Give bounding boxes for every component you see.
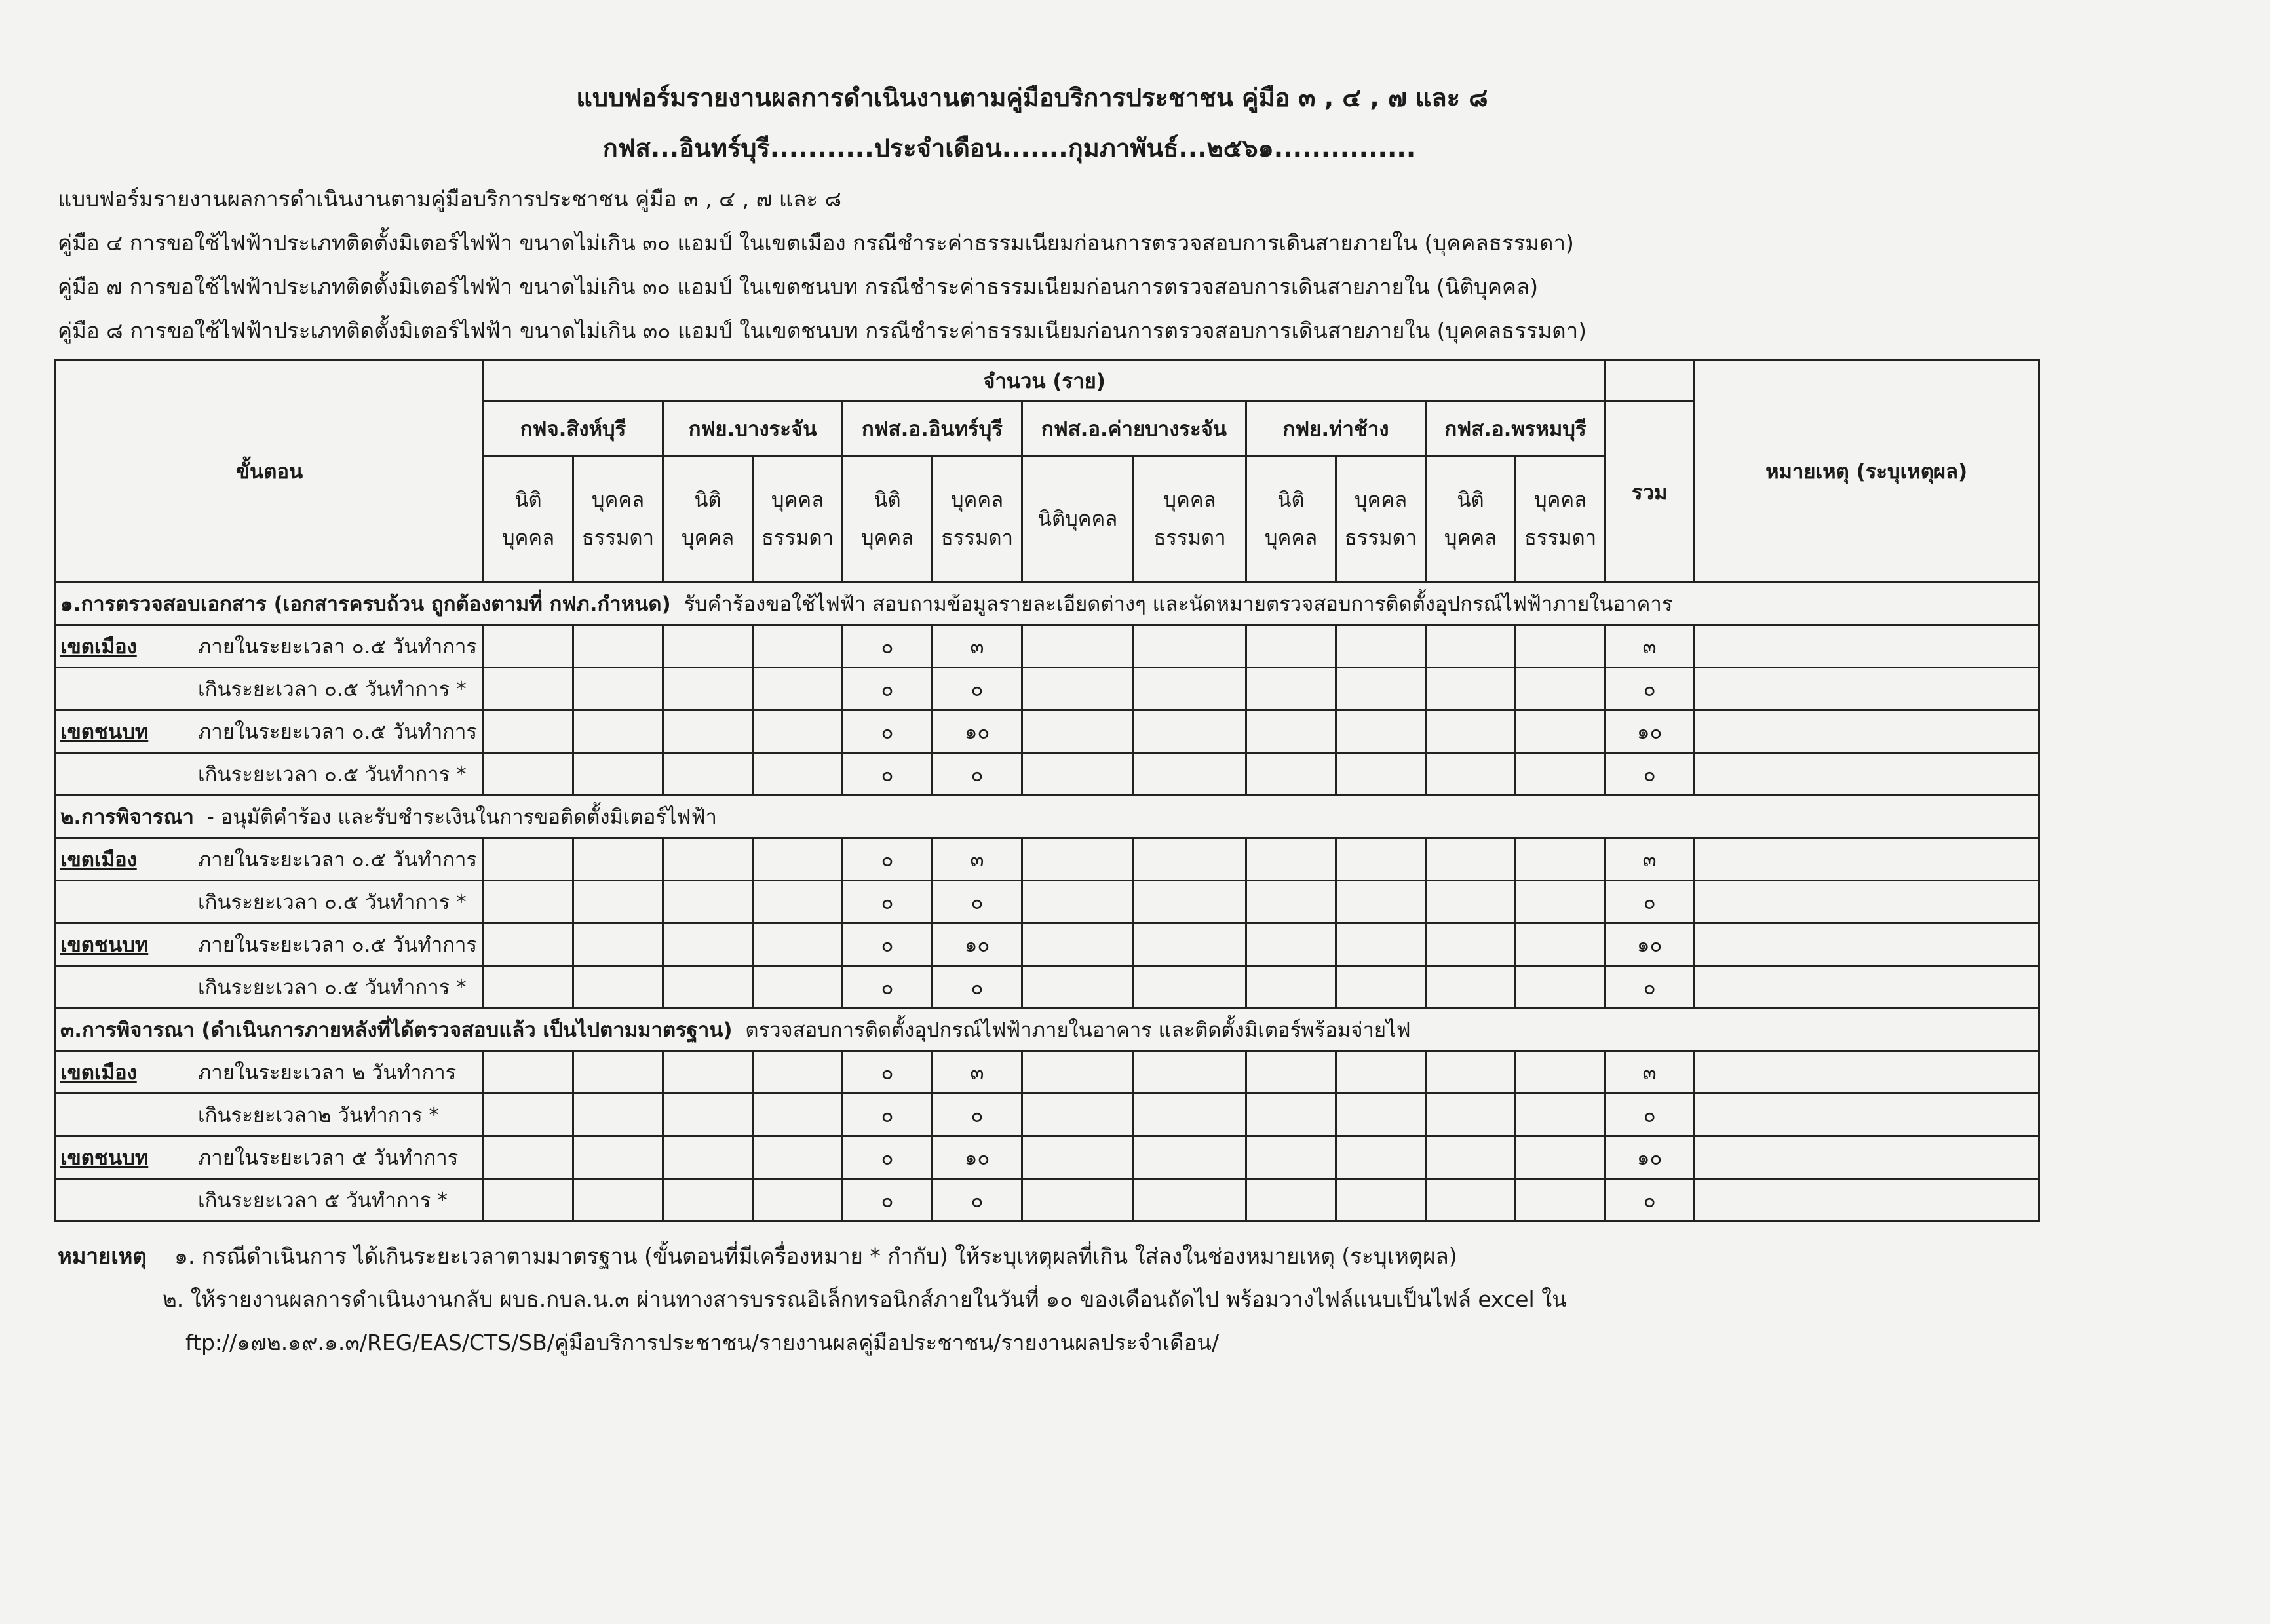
sub-header-line: นิติบุคคล xyxy=(1037,507,1118,531)
count-cell: ๐ xyxy=(933,1179,1022,1222)
step-label: ภายในระยะเวลา ๐.๕ วันทำการ xyxy=(198,720,478,744)
count-cell: ๐ xyxy=(933,1094,1022,1136)
count-cell xyxy=(1336,668,1426,710)
count-cell xyxy=(1246,710,1336,753)
sub-header-line: นิติ xyxy=(1457,488,1484,512)
amount-header: จำนวน (ราย) xyxy=(484,360,1606,402)
count-cell: ๑๐ xyxy=(933,710,1022,753)
count-cell xyxy=(663,1051,753,1094)
count-cell xyxy=(1134,710,1246,753)
count-cell xyxy=(1426,668,1516,710)
intro-line: คู่มือ ๘ การขอใช้ไฟฟ้าประเภทติดตั้งมิเตอร์ไฟฟ้า ขนาดไม่เกิน ๓๐ แอมป์ ในเขตชนบท กรณีชำระค่าธรรมเนียมก่อนการตรวจสอบการเดินสายภายใน (บุคคลธรรมดา) xyxy=(58,318,1587,343)
count-cell xyxy=(663,625,753,668)
count-cell xyxy=(1022,881,1134,923)
step-cell xyxy=(56,710,484,753)
step-cell xyxy=(56,838,484,881)
count-cell: ๐ xyxy=(933,966,1022,1009)
count-cell xyxy=(484,966,573,1009)
count-cell: ๑๐ xyxy=(933,1136,1022,1179)
section-title-rest: - อนุมัติคำร้อง และรับชำระเงินในการขอติดตั้งมิเตอร์ไฟฟ้า xyxy=(193,805,717,829)
total-cell: ๓ xyxy=(1606,838,1694,881)
count-cell xyxy=(573,1179,663,1222)
sub-header-line: ธรรมดา xyxy=(1153,526,1226,550)
count-cell xyxy=(753,668,843,710)
count-cell xyxy=(1336,1136,1426,1179)
count-cell xyxy=(1426,710,1516,753)
count-cell: ๐ xyxy=(933,753,1022,796)
total-cell: ๐ xyxy=(1606,966,1694,1009)
step-label: ภายในระยะเวลา ๐.๕ วันทำการ xyxy=(198,933,478,957)
count-cell xyxy=(1246,1094,1336,1136)
zone-label: เขตเมือง xyxy=(60,1061,137,1085)
sub-header xyxy=(573,456,663,583)
count-cell xyxy=(1336,1051,1426,1094)
count-cell xyxy=(1246,1179,1336,1222)
zone-label: เขตเมือง xyxy=(60,635,137,659)
count-cell xyxy=(1426,625,1516,668)
table-row xyxy=(56,923,2039,966)
count-cell xyxy=(753,625,843,668)
section-row xyxy=(56,796,2039,838)
sub-header-line: ธรรมดา xyxy=(940,526,1014,550)
office-header: กฟส.อ.ค่ายบางระจัน xyxy=(1022,402,1246,456)
step-cell xyxy=(56,1179,484,1222)
count-cell: ๓ xyxy=(933,1051,1022,1094)
total-header: รวม xyxy=(1606,402,1694,583)
count-cell xyxy=(1336,923,1426,966)
note-cell xyxy=(1694,881,2039,923)
count-cell xyxy=(573,1051,663,1094)
section-title xyxy=(56,796,2039,838)
count-cell xyxy=(484,1179,573,1222)
count-cell xyxy=(663,1136,753,1179)
count-cell xyxy=(1516,710,1606,753)
section-row xyxy=(56,583,2039,625)
count-cell xyxy=(484,1051,573,1094)
count-cell xyxy=(753,1094,843,1136)
count-cell: ๐ xyxy=(843,1179,933,1222)
sub-header-line: นิติ xyxy=(1277,488,1305,512)
step-label: ภายในระยะเวลา ๕ วันทำการ xyxy=(198,1146,459,1170)
count-cell xyxy=(1022,1051,1134,1094)
footer-notes xyxy=(58,1239,2089,1368)
report-subtitle: กฟส...อินทร์บุรี...........ประจำเดือน.......กุมภาพันธ์...๒๕๖๑............... xyxy=(602,134,1416,163)
count-cell xyxy=(1516,838,1606,881)
sub-header xyxy=(843,456,933,583)
office-header: กฟส.อ.พรหมบุรี xyxy=(1426,402,1606,456)
count-cell xyxy=(573,710,663,753)
step-cell xyxy=(56,923,484,966)
count-cell xyxy=(573,625,663,668)
count-cell xyxy=(573,881,663,923)
zone-label: เขตชนบท xyxy=(60,720,149,744)
intro-block xyxy=(58,177,2089,353)
total-cell: ๓ xyxy=(1606,625,1694,668)
count-cell xyxy=(663,966,753,1009)
total-cell: ๐ xyxy=(1606,881,1694,923)
step-label: เกินระยะเวลา ๐.๕ วันทำการ * xyxy=(198,976,467,999)
count-cell xyxy=(1516,923,1606,966)
step-label: เกินระยะเวลา ๐.๕ วันทำการ * xyxy=(198,763,467,786)
sub-header xyxy=(663,456,753,583)
count-cell xyxy=(1134,1051,1246,1094)
sub-header xyxy=(484,456,573,583)
count-cell xyxy=(1022,838,1134,881)
intro-line: คู่มือ ๗ การขอใช้ไฟฟ้าประเภทติดตั้งมิเตอร์ไฟฟ้า ขนาดไม่เกิน ๓๐ แอมป์ ในเขตชนบท กรณีชำระค่าธรรมเนียมก่อนการตรวจสอบการเดินสายภายใน (นิติบุคคล) xyxy=(58,274,1539,300)
step-cell xyxy=(56,1094,484,1136)
count-cell: ๓ xyxy=(933,625,1022,668)
note-cell xyxy=(1694,710,2039,753)
office-header: กฟจ.สิงห์บุรี xyxy=(484,402,663,456)
count-cell xyxy=(1022,625,1134,668)
count-cell: ๐ xyxy=(843,966,933,1009)
sub-header xyxy=(1516,456,1606,583)
count-cell xyxy=(573,923,663,966)
step-label: เกินระยะเวลา ๕ วันทำการ * xyxy=(198,1189,448,1212)
sub-header xyxy=(1246,456,1336,583)
sub-header xyxy=(1336,456,1426,583)
section-title xyxy=(56,1009,2039,1051)
count-cell xyxy=(1022,1179,1134,1222)
count-cell: ๐ xyxy=(843,668,933,710)
sub-header-line: นิติ xyxy=(694,488,721,512)
note-cell xyxy=(1694,1094,2039,1136)
count-cell xyxy=(663,881,753,923)
table-row xyxy=(56,966,2039,1009)
total-cell: ๑๐ xyxy=(1606,710,1694,753)
count-cell xyxy=(1516,1179,1606,1222)
count-cell xyxy=(1426,881,1516,923)
count-cell xyxy=(573,1136,663,1179)
count-cell xyxy=(1134,923,1246,966)
sub-header-line: บุคคล xyxy=(501,526,555,550)
intro-line: แบบฟอร์มรายงานผลการดำเนินงานตามคู่มือบริการประชาชน คู่มือ ๓ , ๔ , ๗ และ ๘ xyxy=(58,186,842,212)
count-cell xyxy=(484,1136,573,1179)
count-cell xyxy=(1426,1179,1516,1222)
count-cell: ๐ xyxy=(843,1136,933,1179)
count-cell xyxy=(1426,1094,1516,1136)
sub-header-line: ธรรมดา xyxy=(581,526,655,550)
count-cell xyxy=(1246,923,1336,966)
sub-header-line: บุคคล xyxy=(591,488,645,512)
count-cell xyxy=(1246,1051,1336,1094)
note-cell xyxy=(1694,1179,2039,1222)
count-cell xyxy=(1336,625,1426,668)
count-cell xyxy=(1426,753,1516,796)
count-cell xyxy=(484,710,573,753)
count-cell: ๐ xyxy=(843,1051,933,1094)
count-cell: ๐ xyxy=(843,710,933,753)
count-cell xyxy=(1134,625,1246,668)
total-cell: ๓ xyxy=(1606,1051,1694,1094)
step-label: เกินระยะเวลา๒ วันทำการ * xyxy=(198,1104,439,1127)
zone-label: เขตชนบท xyxy=(60,933,149,957)
count-cell xyxy=(663,1094,753,1136)
count-cell xyxy=(1336,710,1426,753)
count-cell: ๑๐ xyxy=(933,923,1022,966)
table-row xyxy=(56,838,2039,881)
count-cell xyxy=(573,1094,663,1136)
count-cell xyxy=(1336,1094,1426,1136)
count-cell xyxy=(753,710,843,753)
count-cell xyxy=(1336,753,1426,796)
count-cell xyxy=(1426,1136,1516,1179)
count-cell xyxy=(1246,838,1336,881)
section-row xyxy=(56,1009,2039,1051)
count-cell xyxy=(573,966,663,1009)
count-cell xyxy=(1134,1094,1246,1136)
section-title-bold: ๑.การตรวจสอบเอกสาร (เอกสารครบถ้วน ถูกต้องตามที่ กฟภ.กำหนด) xyxy=(60,592,671,616)
total-cell: ๐ xyxy=(1606,753,1694,796)
sub-header-line: บุคคล xyxy=(950,488,1004,512)
count-cell xyxy=(1426,966,1516,1009)
note-cell xyxy=(1694,625,2039,668)
count-cell xyxy=(1426,1051,1516,1094)
step-label: ภายในระยะเวลา ๒ วันทำการ xyxy=(198,1061,457,1085)
count-cell xyxy=(1516,668,1606,710)
report-table xyxy=(54,359,2040,1222)
count-cell: ๐ xyxy=(843,923,933,966)
step-cell xyxy=(56,753,484,796)
table-row xyxy=(56,881,2039,923)
count-cell: ๐ xyxy=(843,625,933,668)
sub-header-line: บุคคล xyxy=(771,488,824,512)
office-header: กฟย.บางระจัน xyxy=(663,402,843,456)
total-cell: ๑๐ xyxy=(1606,1136,1694,1179)
count-cell xyxy=(1022,1136,1134,1179)
count-cell xyxy=(1246,753,1336,796)
count-cell: ๐ xyxy=(843,838,933,881)
count-cell xyxy=(663,838,753,881)
step-label: ภายในระยะเวลา ๐.๕ วันทำการ xyxy=(198,848,478,872)
section-title-bold: ๓.การพิจารณา (ดำเนินการภายหลังที่ได้ตรวจสอบแล้ว เป็นไปตามมาตรฐาน) xyxy=(60,1018,733,1042)
count-cell xyxy=(1516,966,1606,1009)
count-cell xyxy=(1516,753,1606,796)
sub-header xyxy=(933,456,1022,583)
zone-label: เขตเมือง xyxy=(60,848,137,872)
sub-header-line: บุคคล xyxy=(1534,488,1587,512)
count-cell: ๐ xyxy=(843,1094,933,1136)
sub-header-line: ธรรมดา xyxy=(761,526,834,550)
count-cell xyxy=(1134,966,1246,1009)
sub-header-line: บุคคล xyxy=(1444,526,1497,550)
count-cell xyxy=(753,753,843,796)
note-cell xyxy=(1694,668,2039,710)
sub-header-line: บุคคล xyxy=(1264,526,1318,550)
count-cell xyxy=(663,710,753,753)
total-cell: ๑๐ xyxy=(1606,923,1694,966)
count-cell xyxy=(484,1094,573,1136)
count-cell xyxy=(1246,625,1336,668)
count-cell xyxy=(1516,1051,1606,1094)
step-cell xyxy=(56,881,484,923)
count-cell xyxy=(663,753,753,796)
count-cell xyxy=(753,1051,843,1094)
sub-header xyxy=(1426,456,1516,583)
note-cell xyxy=(1694,1136,2039,1179)
step-cell xyxy=(56,668,484,710)
count-cell: ๐ xyxy=(843,881,933,923)
sub-header-line: บุคคล xyxy=(1354,488,1408,512)
count-cell xyxy=(484,923,573,966)
count-cell xyxy=(1022,710,1134,753)
sub-header-line: บุคคล xyxy=(1163,488,1216,512)
report-title: แบบฟอร์มรายงานผลการดำเนินงานตามคู่มือบริการประชาชน คู่มือ ๓ , ๔ , ๗ และ ๘ xyxy=(576,83,1488,112)
total-cell: ๐ xyxy=(1606,1179,1694,1222)
step-cell xyxy=(56,1136,484,1179)
count-cell xyxy=(663,668,753,710)
count-cell: ๓ xyxy=(933,838,1022,881)
step-label: เกินระยะเวลา ๐.๕ วันทำการ * xyxy=(198,891,467,914)
count-cell xyxy=(1336,1179,1426,1222)
section-title-rest: รับคำร้องขอใช้ไฟฟ้า สอบถามข้อมูลรายละเอียดต่างๆ และนัดหมายตรวจสอบการติดตั้งอุปกรณ์ไฟฟ้าภายในอาคาร xyxy=(670,592,1673,616)
sub-header-line: บุคคล xyxy=(681,526,735,550)
note-cell xyxy=(1694,753,2039,796)
count-cell xyxy=(573,838,663,881)
note-cell xyxy=(1694,1051,2039,1094)
count-cell xyxy=(1022,668,1134,710)
count-cell: ๐ xyxy=(843,753,933,796)
count-cell xyxy=(1336,838,1426,881)
count-cell xyxy=(1022,753,1134,796)
footer-note: ๒. ให้รายงานผลการดำเนินงานกลับ ผบธ.กบล.น.๓ ผ่านทางสารบรรณอิเล็กทรอนิกส์ภายในวันที่ ๑๐ ของเดือนถัดไป พร้อมวางไฟล์แนบเป็นไฟล์ excel ใน xyxy=(163,1286,1567,1312)
count-cell xyxy=(753,1136,843,1179)
step-cell xyxy=(56,625,484,668)
count-cell xyxy=(663,923,753,966)
section-title-rest: ตรวจสอบการติดตั้งอุปกรณ์ไฟฟ้าภายในอาคาร และติดตั้งมิเตอร์พร้อมจ่ายไฟ xyxy=(732,1018,1411,1042)
table-row xyxy=(56,710,2039,753)
count-cell xyxy=(663,1179,753,1222)
count-cell xyxy=(753,966,843,1009)
sub-header-line: ธรรมดา xyxy=(1524,526,1597,550)
count-cell xyxy=(484,838,573,881)
count-cell xyxy=(1246,668,1336,710)
sub-header-line: บุคคล xyxy=(860,526,914,550)
sub-header-line: ธรรมดา xyxy=(1344,526,1417,550)
count-cell: ๐ xyxy=(933,881,1022,923)
count-cell xyxy=(1022,966,1134,1009)
step-cell xyxy=(56,1051,484,1094)
count-cell xyxy=(1426,923,1516,966)
footer-label: หมายเหตุ xyxy=(58,1243,147,1269)
count-cell xyxy=(484,881,573,923)
note-header: หมายเหตุ (ระบุเหตุผล) xyxy=(1694,360,2039,583)
count-cell xyxy=(1336,881,1426,923)
count-cell xyxy=(1134,668,1246,710)
table-row xyxy=(56,1094,2039,1136)
count-cell xyxy=(1516,881,1606,923)
count-cell xyxy=(753,838,843,881)
step-cell xyxy=(56,966,484,1009)
count-cell xyxy=(1134,838,1246,881)
count-cell xyxy=(1516,1136,1606,1179)
count-cell xyxy=(1336,966,1426,1009)
count-cell: ๐ xyxy=(933,668,1022,710)
intro-line: คู่มือ ๔ การขอใช้ไฟฟ้าประเภทติดตั้งมิเตอร์ไฟฟ้า ขนาดไม่เกิน ๓๐ แอมป์ ในเขตเมือง กรณีชำระค่าธรรมเนียมก่อนการตรวจสอบการเดินสายภายใน (บุคคลธรรมดา) xyxy=(58,230,1574,256)
sub-header xyxy=(753,456,843,583)
step-header: ขั้นตอน xyxy=(56,360,484,583)
count-cell xyxy=(1134,1179,1246,1222)
count-cell xyxy=(1246,1136,1336,1179)
count-cell xyxy=(1134,881,1246,923)
step-label: ภายในระยะเวลา ๐.๕ วันทำการ xyxy=(198,635,478,659)
table-row xyxy=(56,1136,2039,1179)
footer-note: ๑. กรณีดำเนินการ ได้เกินระยะเวลาตามมาตรฐาน (ขั้นตอนที่มีเครื่องหมาย * กำกับ) ให้ระบุเหตุผลที่เกิน ใส่ลงในช่องหมายเหตุ (ระบุเหตุผล) xyxy=(174,1243,1457,1269)
count-cell xyxy=(1426,838,1516,881)
total-header-top xyxy=(1606,360,1694,402)
count-cell xyxy=(1134,753,1246,796)
count-cell xyxy=(484,625,573,668)
sub-header-line: นิติ xyxy=(874,488,901,512)
count-cell xyxy=(573,753,663,796)
footer-ftp-path: ftp://๑๗๒.๑๙.๑.๓/REG/EAS/CTS/SB/คู่มือบริการประชาชน/รายงานผลคู่มือประชาชน/รายงานผลประจำเดือน/ xyxy=(185,1330,1220,1355)
table-row xyxy=(56,625,2039,668)
count-cell xyxy=(753,1179,843,1222)
note-cell xyxy=(1694,838,2039,881)
section-title xyxy=(56,583,2039,625)
sub-header-line: นิติ xyxy=(514,488,542,512)
count-cell xyxy=(1246,966,1336,1009)
total-cell: ๐ xyxy=(1606,1094,1694,1136)
count-cell xyxy=(1246,881,1336,923)
table-row xyxy=(56,668,2039,710)
count-cell xyxy=(753,923,843,966)
count-cell xyxy=(1134,1136,1246,1179)
total-cell: ๐ xyxy=(1606,668,1694,710)
count-cell xyxy=(573,668,663,710)
table-row xyxy=(56,1051,2039,1094)
count-cell xyxy=(1022,923,1134,966)
count-cell xyxy=(1022,1094,1134,1136)
count-cell xyxy=(1516,625,1606,668)
count-cell xyxy=(484,668,573,710)
office-header: กฟย.ท่าช้าง xyxy=(1246,402,1426,456)
section-title-bold: ๒.การพิจารณา xyxy=(60,805,194,829)
zone-label: เขตชนบท xyxy=(60,1146,149,1170)
note-cell xyxy=(1694,966,2039,1009)
count-cell xyxy=(484,753,573,796)
count-cell xyxy=(753,881,843,923)
table-row xyxy=(56,1179,2039,1222)
office-header: กฟส.อ.อินทร์บุรี xyxy=(843,402,1022,456)
count-cell xyxy=(1516,1094,1606,1136)
sub-header xyxy=(1022,456,1134,583)
sub-header xyxy=(1134,456,1246,583)
table-row xyxy=(56,753,2039,796)
step-label: เกินระยะเวลา ๐.๕ วันทำการ * xyxy=(198,678,467,701)
note-cell xyxy=(1694,923,2039,966)
